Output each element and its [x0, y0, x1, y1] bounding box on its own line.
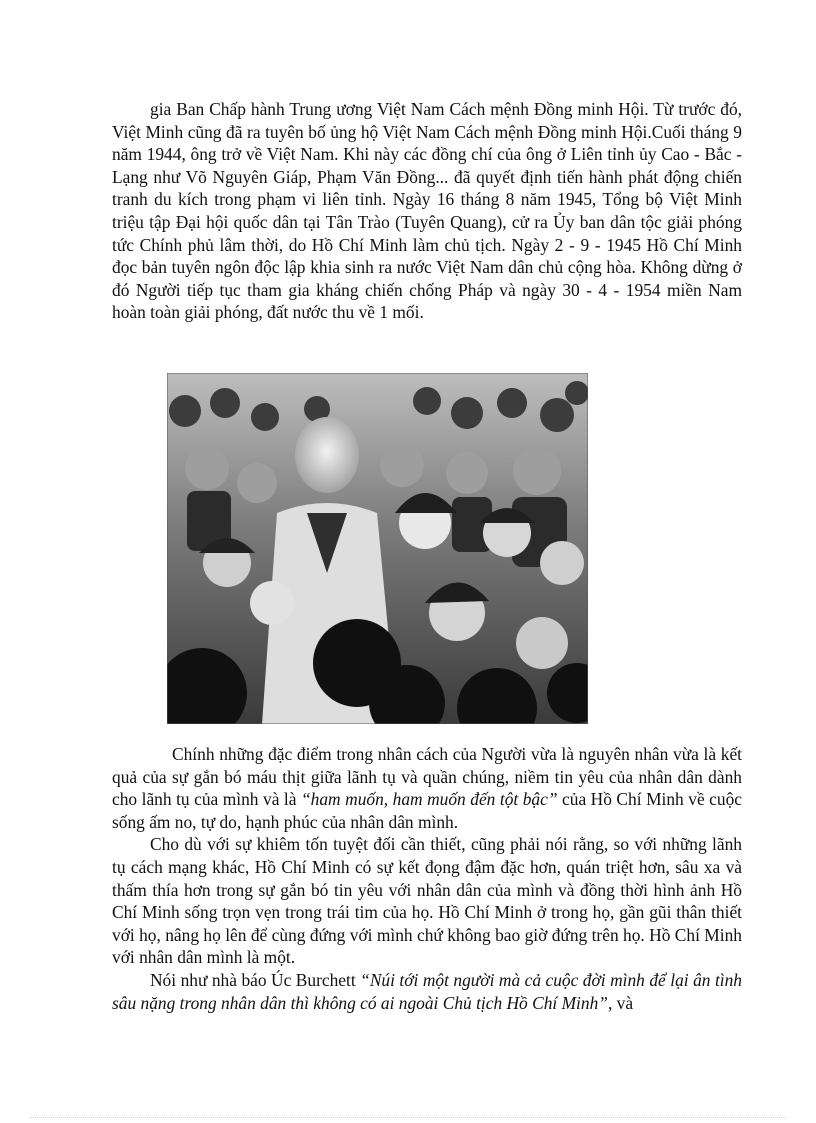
document-section-2: [112, 743, 742, 1014]
black-white-photo: [167, 373, 588, 724]
paragraph-4: [112, 969, 742, 1014]
paragraph-4-quote: “Núi tới một người mà cả cuộc đời mình để lại ân tình sâu nặng trong nhân dân thì không có ai ngoài Chủ tịch Hồ Chí Minh”: [112, 969, 743, 1013]
paragraph-1: gia Ban Chấp hành Trung ương Việt Nam Cách mệnh Đồng minh Hội. Từ trước đó, Việt Minh cũng đã ra tuyên bố ủng hộ Việt Nam Cách mệnh Đồng minh Hội.Cuối tháng 9 năm 1944, ông trở về Việt Nam. Khi này các đồng chí của ông ở Liên tỉnh ủy Cao - Bắc - Lạng như Võ Nguyên Giáp, Phạm Văn Đồng... đã quyết định tiến hành phát động chiến tranh du kích trong phạm vi liên tỉnh. Ngày 16 tháng 8 năm 1945, Tổng bộ Việt Minh triệu tập Đại hội quốc dân tại Tân Trào (Tuyên Quang), cử ra Ủy ban dân tộc giải phóng tức Chính phủ lâm thời, do Hồ Chí Minh làm chủ tịch. Ngày 2 - 9 - 1945 Hồ Chí Minh đọc bản tuyên ngôn độc lập khia sinh ra nước Việt Nam dân chủ cộng hòa. Không dừng ở đó Người tiếp tục tham gia kháng chiến chống Pháp và ngày 30 - 4 - 1954 miền Nam hoàn toàn giải phóng, đất nước thu về 1 mối.: [112, 99, 742, 323]
paragraph-3: Cho dù với sự khiêm tốn tuyệt đối cần thiết, cũng phải nói rằng, so với những lãnh tụ cách mạng khác, Hồ Chí Minh có sự kết đọng đậm đặc hơn, quán triệt hơn, sâu xa và thấm thía hơn trong sự gắn bó tin yêu với nhân dân của mình và đồng thời hình ảnh Hồ Chí Minh sống trọn vẹn trong trái tim của họ. Hồ Chí Minh ở trong họ, gần gũi thân thiết với họ, nâng họ lên để cùng đứng với mình chứ không bao giờ đứng trên họ. Hồ Chí Minh với nhân dân mình là một.: [112, 834, 742, 968]
document-page: [112, 98, 742, 324]
photo-illustration: [167, 373, 588, 724]
paragraph-4-text-after: , và: [607, 992, 634, 1013]
paragraph-2-text-after: của Hồ Chí Minh về cuộc sống ấm no, tự do, hạnh phúc của nhân dân mình.: [112, 789, 743, 832]
paragraph-4-text-before: Nói như nhà báo Úc Burchett: [150, 969, 361, 990]
page-bottom-border: [30, 1117, 786, 1118]
paragraph-2-quote: “ham muốn, ham muốn đến tột bậc”: [301, 789, 558, 810]
paragraph-2-text-before: Chính những đặc điểm trong nhân cách của Người vừa là nguyên nhân vừa là kết quả của sự gắn bó máu thịt giữa lãnh tụ và quần chúng, niềm tin yêu của nhân dân dành cho lãnh tụ của mình và là: [112, 744, 742, 810]
paragraph-2: [112, 743, 742, 833]
